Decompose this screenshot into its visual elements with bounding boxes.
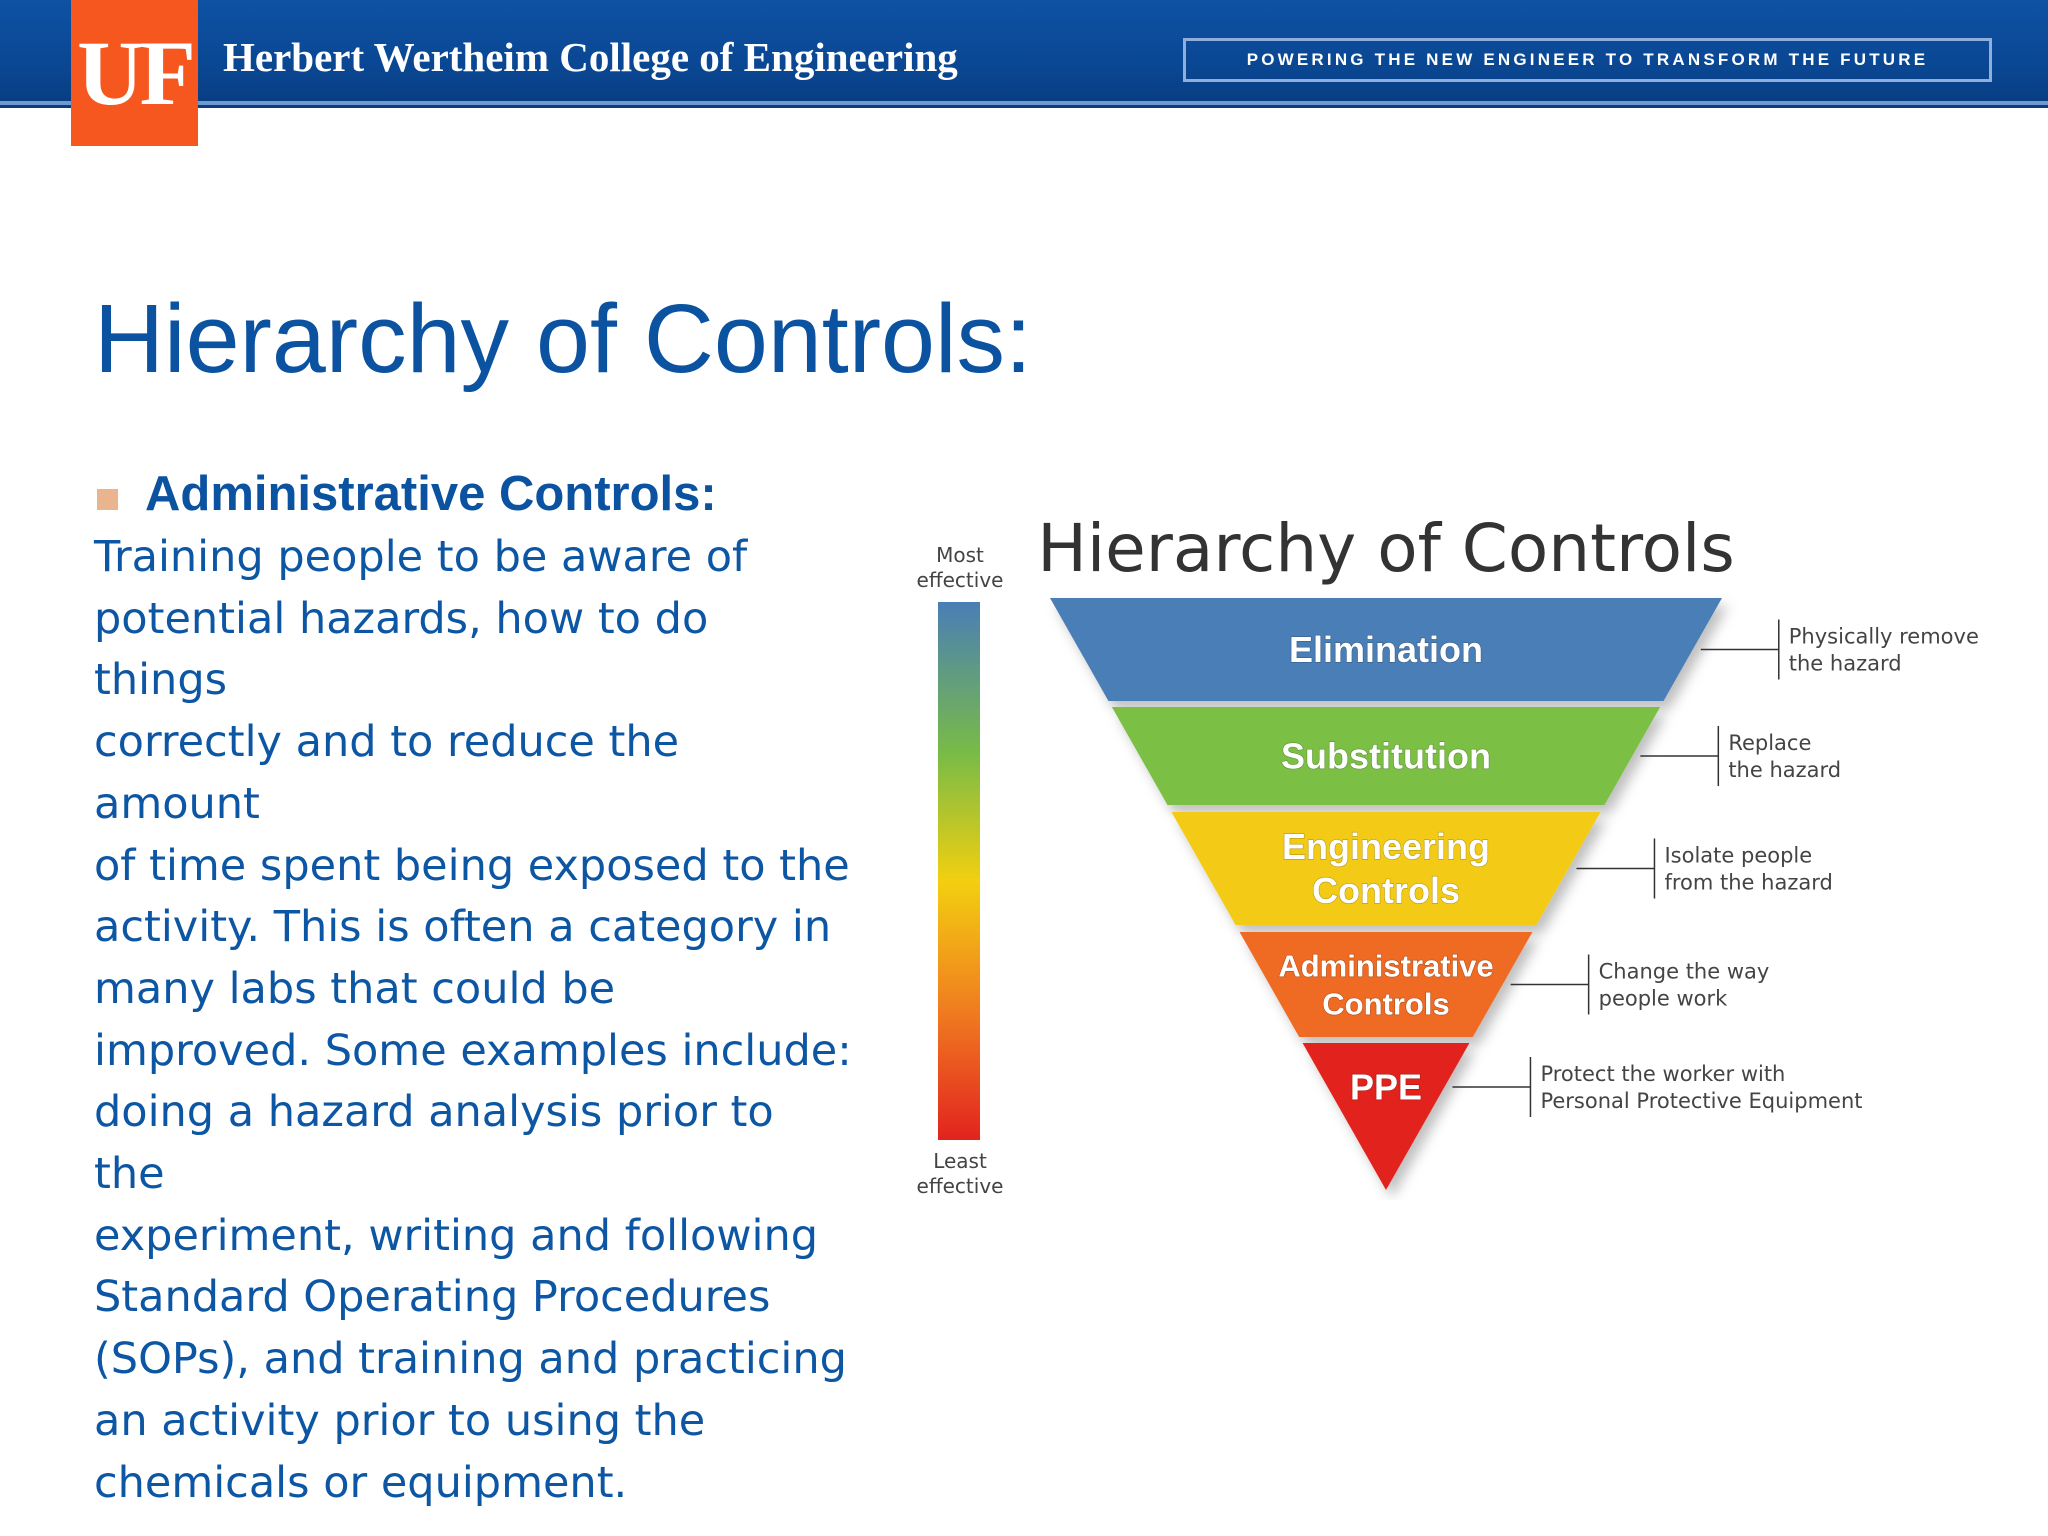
level-band-5 (1303, 1043, 1470, 1190)
scale-top-label: effective (916, 568, 1004, 592)
level-label: Administrative (1278, 948, 1494, 984)
body-text: Training people to be aware of potential hazards, how to do things correctly and to reduce the amount of time spent being exposed to the activity. This is often a category in many labs that could be improved. Some examples include: doing a hazard analysis prior to the experiment, writing and following Standard Operating Procedures (SOPs), and training and practicing an activity prior to using the chemicals or equipment. (94, 532, 852, 1508)
scale-bottom-label: Least (933, 1149, 987, 1173)
level-description: Change the way (1598, 959, 1770, 984)
level-description: from the hazard (1664, 870, 1833, 895)
scale-bottom-label: effective (916, 1174, 1004, 1198)
level-description: Replace (1728, 731, 1812, 755)
scale-top-label: Most (936, 543, 984, 567)
slide-title: Hierarchy of Controls: (94, 284, 1032, 393)
effectiveness-scale-bar (938, 602, 980, 1140)
level-description: the hazard (1728, 758, 1842, 782)
hierarchy-of-controls-figure (900, 500, 2000, 1200)
level-description: Physically remove (1788, 624, 1979, 649)
level-label: Engineering (1281, 826, 1491, 868)
bullet-heading: Administrative Controls: (145, 467, 717, 521)
header-divider (0, 101, 2048, 105)
level-description: the hazard (1788, 651, 1902, 676)
level-label: Substitution (1281, 735, 1491, 777)
level-label: Controls (1322, 986, 1450, 1022)
level-description: people work (1598, 986, 1728, 1011)
level-description: Protect the worker with (1540, 1062, 1786, 1086)
level-description: Personal Protective Equipment (1540, 1089, 1863, 1113)
level-label: Controls (1312, 870, 1460, 912)
level-label: PPE (1349, 1066, 1423, 1108)
college-name: Herbert Wertheim College of Engineering (223, 34, 958, 80)
figure-title: Hierarchy of Controls (1037, 510, 1735, 587)
level-description: Isolate people (1664, 843, 1813, 868)
bullet-square-icon (97, 489, 118, 510)
tagline: POWERING THE NEW ENGINEER TO TRANSFORM THE FUTURE (1183, 38, 1992, 82)
uf-logo: UF (71, 0, 198, 146)
level-label: Elimination (1288, 629, 1484, 671)
